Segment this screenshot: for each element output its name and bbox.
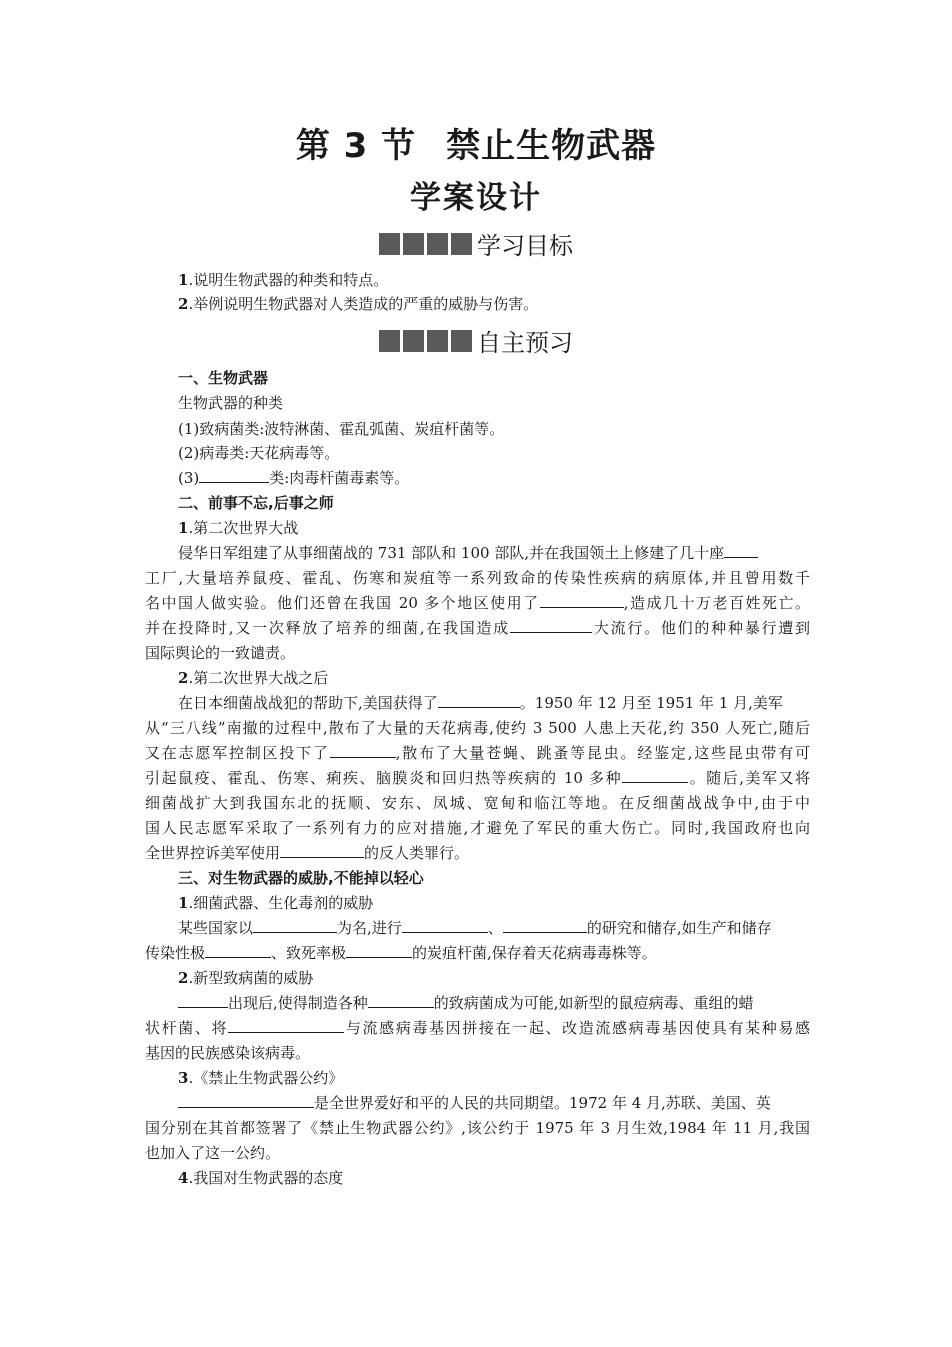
section-heading: 二、前事不忘,后事之师 — [178, 494, 334, 512]
page-title: 第 3 节 禁止生物武器 — [295, 126, 657, 166]
text-line: 国人民志愿军采取了一系列有力的应对措施,才避免了军民的重大伤亡。同时,我国政府也向 — [145, 819, 810, 837]
fill-blank[interactable] — [280, 842, 364, 858]
section-heading: 一、生物武器 — [178, 369, 269, 387]
objectives-banner: 学习目标 — [0, 226, 952, 260]
text-line: 从“三八线”南撤的过程中,散布了大量的天花病毒,使约 3 500 人患上天花,约 350 人死亡,随后 — [145, 719, 810, 737]
fill-blank[interactable] — [724, 542, 758, 558]
text-line: (2)病毒类:天花病毒等。 — [178, 444, 340, 462]
text-line: (1)致病菌类:波特淋菌、霍乱弧菌、炭疽杆菌等。 — [178, 420, 505, 438]
text-line: 全世界控诉美军使用 的反人类罪行。 — [145, 844, 470, 862]
banner-blocks-icon — [379, 233, 473, 255]
text-line: 并在投降时,又一次释放了培养的细菌,在我国造成 大流行。他们的种种暴行遭到 — [145, 619, 810, 637]
fill-blank[interactable] — [438, 692, 520, 708]
objective-item: 2.举例说明生物武器对人类造成的严重的威胁与伤害。 — [178, 295, 539, 313]
subheading: 3.《禁止生物武器公约》 — [178, 1069, 344, 1087]
fill-blank[interactable] — [503, 917, 587, 933]
banner-blocks-icon — [379, 330, 473, 352]
section-heading: 三、对生物武器的威胁,不能掉以轻心 — [178, 869, 424, 887]
subheading: 4.我国对生物武器的态度 — [178, 1169, 344, 1187]
section-number: 3 — [343, 126, 369, 166]
text-line: 国分别在其首都签署了《禁止生物武器公约》,该公约于 1975 年 3 月生效,1984 年 11 月,我国 — [145, 1119, 810, 1137]
subheading: 1.第二次世界大战 — [178, 519, 299, 537]
page-subtitle: 学案设计 — [410, 180, 542, 216]
fill-blank[interactable] — [178, 992, 228, 1008]
text-line: 名中国人做实验。他们还曾在我国 20 多个地区使用了 ,造成几十万老百姓死亡。 — [145, 594, 810, 612]
objective-item: 1.说明生物武器的种类和特点。 — [178, 271, 389, 289]
text-line: 引起鼠疫、霍乱、伤寒、痢疾、脑膜炎和回归热等疾病的 10 多种 。随后,美军又将 — [145, 769, 810, 787]
subheading: 2.新型致病菌的威胁 — [178, 969, 314, 987]
text-line: (3) 类:肉毒杆菌毒素等。 — [178, 469, 410, 487]
text-line: 基因的民族感染该病毒。 — [145, 1044, 311, 1062]
fill-blank[interactable] — [228, 1017, 344, 1033]
fill-blank[interactable] — [622, 767, 688, 783]
text-line: 生物武器的种类 — [178, 394, 284, 412]
preview-banner: 自主预习 — [0, 323, 952, 357]
text-line: 国际舆论的一致谴责。 — [145, 644, 296, 662]
text-line: 细菌战扩大到我国东北的抚顺、安东、凤城、宽甸和临江等地。在反细菌战战争中,由于中 — [145, 794, 810, 812]
fill-blank[interactable] — [205, 942, 271, 958]
text-line: 在日本细菌战战犯的帮助下,美国获得了 。1950 年 12 月至 1951 年 1 月,美军 — [178, 694, 783, 712]
text-line: 出现后,使得制造各种 的致病菌成为可能,如新型的鼠痘病毒、重组的蜡 — [178, 991, 810, 1015]
subheading: 2.第二次世界大战之后 — [178, 669, 329, 687]
fill-blank[interactable] — [346, 942, 412, 958]
text-line: 工厂,大量培养鼠疫、霍乱、伤寒和炭疽等一系列致命的传染性疾病的病原体,并且曾用数千 — [145, 569, 810, 587]
text-line: 状杆菌、将 与流感病毒基因拼接在一起、改造流感病毒基因使具有某种易感 — [145, 1019, 810, 1037]
fill-blank[interactable] — [178, 1092, 314, 1108]
text-line: 传染性极 、致死率极 的炭疽杆菌,保存着天花病毒毒株等。 — [145, 944, 657, 962]
text-line: 也加入了这一公约。 — [145, 1144, 281, 1162]
subheading: 1.细菌武器、生化毒剂的威胁 — [178, 894, 374, 912]
fill-blank[interactable] — [330, 742, 396, 758]
fill-blank[interactable] — [540, 592, 624, 608]
fill-blank[interactable] — [368, 992, 434, 1008]
fill-blank[interactable] — [199, 467, 269, 483]
fill-blank[interactable] — [253, 917, 337, 933]
fill-blank[interactable] — [510, 617, 592, 633]
fill-blank[interactable] — [402, 917, 488, 933]
text-line: 侵华日军组建了从事细菌战的 731 部队和 100 部队,并在我国领土上修建了几十座 — [178, 541, 810, 565]
text-line: 某些国家以 为名,进行 、 的研究和储存,如生产和储存 — [178, 919, 772, 937]
text-line: 又在志愿军控制区投下了 ,散布了大量苍蝇、跳蚤等昆虫。经鉴定,这些昆虫带有可 — [145, 744, 810, 762]
text-line: 是全世界爱好和平的人民的共同期望。1972 年 4 月,苏联、美国、英 — [178, 1091, 810, 1115]
